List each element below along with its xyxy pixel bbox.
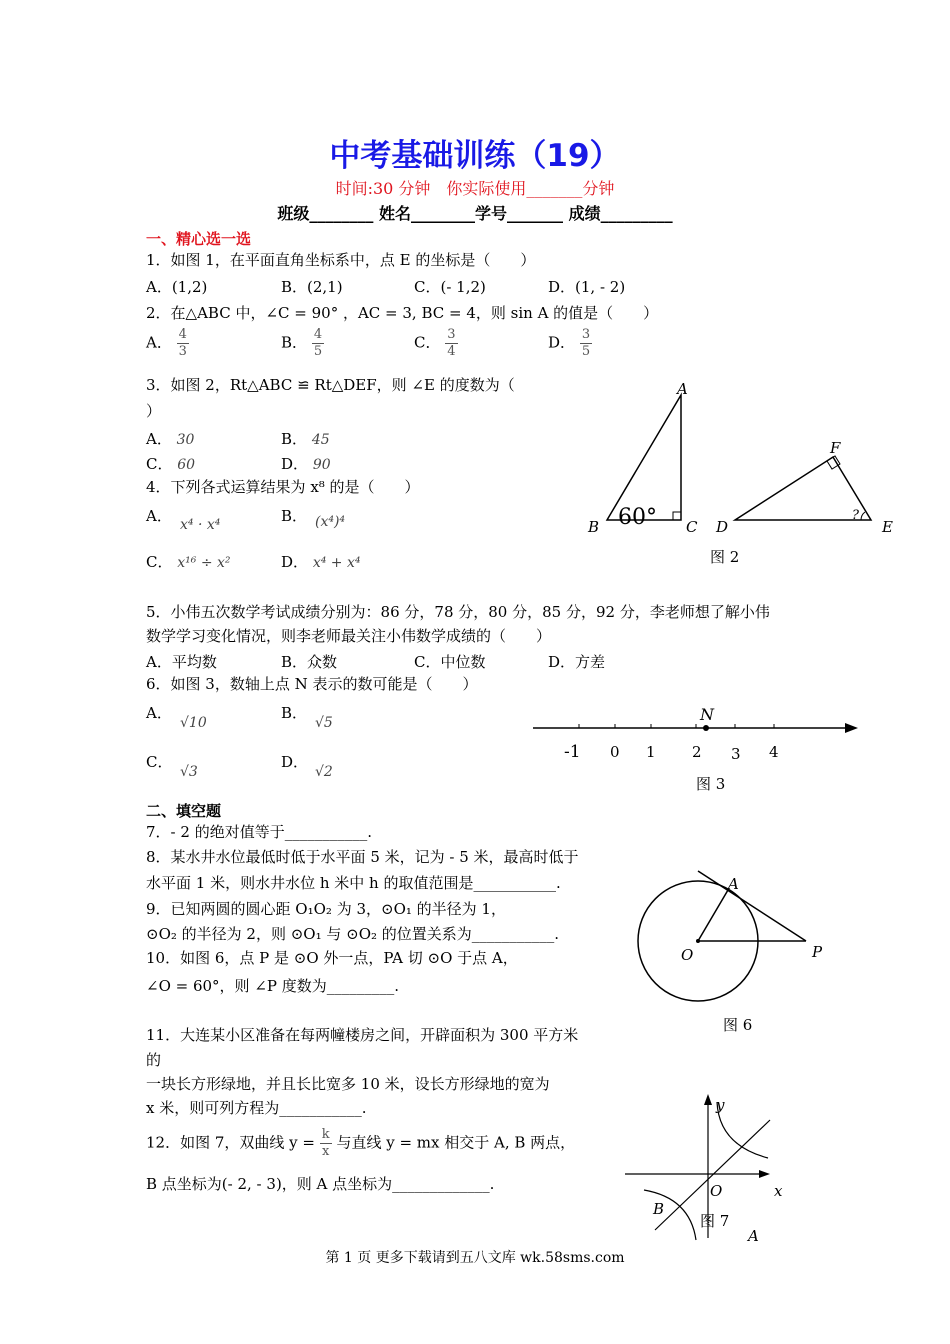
q4-option-c [146, 551, 231, 572]
q6-b-val: √5 [315, 715, 333, 731]
q4-a-label: A． [146, 507, 172, 525]
figure-7-caption: 图 7 [700, 1212, 730, 1230]
q3-option-b [281, 428, 330, 449]
q6-c-label: C． [146, 753, 173, 771]
q4-text: 4．下列各式运算结果为 x⁸ 的是（ ） [146, 478, 420, 496]
radius-oa [698, 890, 728, 941]
q6-b-label: B． [281, 704, 308, 722]
q3-d-val: 90 [312, 457, 331, 473]
label-y: y [716, 1096, 725, 1114]
q3-line1: 3．如图 2，Rt△ABC ≌ Rt△DEF，则 ∠E 的度数为（ [146, 376, 515, 394]
label-x: x [774, 1182, 783, 1200]
label-d: D [716, 518, 729, 536]
student-info-line: 班级________ 姓名________学号_______ 成绩_________ [277, 204, 673, 223]
q6-option-a [146, 702, 172, 723]
q2-a-label: A． [146, 333, 172, 352]
q11-line4: x 米，则可列方程为___________. [146, 1099, 367, 1117]
q5-option-b: B．众数 [281, 653, 338, 671]
label-f: F [830, 439, 841, 457]
q2-d-num: 3 [581, 327, 591, 342]
q10-line2: ∠O = 60°，则 ∠P 度数为_________. [146, 977, 400, 995]
unknown-angle-label: ? [852, 508, 859, 523]
q12-line1-a: 12．如图 7，双曲线 y = [146, 1133, 315, 1152]
q11-line1: 11．大连某小区准备在每两幢楼房之间，开辟面积为 300 平方米 [146, 1026, 579, 1044]
q1-option-a: A．(1,2) [146, 278, 208, 296]
q12-num: k [321, 1127, 330, 1142]
q1-option-b: B．(2,1) [281, 278, 343, 296]
figure-2-caption: 图 2 [710, 548, 740, 566]
q1-option-d: D．(1, - 2) [548, 278, 626, 296]
tick-label-4: 4 [769, 743, 779, 761]
label-o: O [681, 946, 694, 964]
q6-text: 6．如图 3，数轴上点 N 表示的数可能是（ ） [146, 675, 478, 693]
q1-text: 1．如图 1，在平面直角坐标系中，点 E 的坐标是（ ） [146, 251, 536, 269]
y-axis-arrow-icon [704, 1094, 712, 1105]
label-n: N [700, 705, 714, 724]
q4-option-d [281, 551, 360, 572]
q5-line2: 数学学习变化情况，则李老师最关注小伟数学成绩的（ ） [146, 627, 552, 645]
q3-a-label: A． [146, 430, 172, 448]
q2-option-a [146, 327, 189, 360]
q2-d-den: 5 [581, 344, 591, 359]
q4-c-label: C． [146, 553, 173, 571]
angle-e-arc [861, 512, 865, 520]
q4-option-a [146, 505, 172, 526]
tick-label-2: 2 [692, 743, 702, 761]
q3-b-label: B． [281, 430, 308, 448]
q9-line1: 9．已知两圆的圆心距 O₁O₂ 为 3，⊙O₁ 的半径为 1， [146, 900, 506, 918]
center-o-dot [696, 939, 700, 943]
q2-c-num: 3 [447, 327, 456, 342]
section1-heading: 一、精心选一选 [146, 230, 252, 248]
number-line-arrow-icon [845, 723, 858, 733]
point-n [703, 725, 709, 731]
label-b: B [588, 518, 600, 536]
q11-line3: 一块长方形绿地，并且长比宽多 10 米，设长方形绿地的宽为 [146, 1075, 550, 1093]
q9-line2: ⊙O₂ 的半径为 2，则 ⊙O₁ 与 ⊙O₂ 的位置关系为___________. [146, 925, 560, 943]
q6-a-label: A． [146, 704, 172, 722]
q2-d-label: D． [548, 333, 576, 352]
q2-c-fraction [445, 327, 457, 360]
label-b: B [653, 1200, 665, 1218]
section2-heading: 二、填空题 [146, 802, 222, 820]
q5-option-d: D．方差 [548, 653, 606, 671]
tangent-pa [698, 871, 806, 941]
tick-label-1: 1 [646, 743, 656, 761]
label-c: C [686, 518, 698, 536]
q3-b-val: 45 [311, 432, 330, 448]
q2-c-den: 4 [447, 344, 456, 359]
q6-d-label: D． [281, 753, 309, 771]
q4-option-b [281, 505, 307, 526]
q2-b-num: 4 [313, 327, 323, 342]
q5-line1: 5．小伟五次数学考试成绩分别为：86 分，78 分，80 分，85 分，92 分，李老师想了解小伟 [146, 603, 770, 621]
tick-label-0: 0 [610, 743, 620, 761]
q2-c-label: C． [414, 333, 441, 352]
q11-line2: 的 [146, 1051, 162, 1069]
q12-line2: B 点坐标为(- 2, - 3)，则 A 点坐标为_____________. [146, 1175, 495, 1193]
q12-line1 [146, 1127, 575, 1160]
q4-c-val: x¹⁶ ÷ x² [177, 555, 231, 571]
q3-a-val: 30 [176, 432, 195, 448]
q7-text: 7．- 2 的绝对值等于___________. [146, 823, 372, 841]
x-axis-arrow-icon [759, 1170, 770, 1178]
label-p: P [812, 943, 823, 961]
figure-3-caption: 图 3 [696, 775, 726, 793]
q1-option-c: C．(- 1,2) [414, 278, 486, 296]
q4-a-val: x⁴ · x⁴ [180, 517, 221, 533]
q2-d-fraction [580, 327, 592, 360]
label-o: O [710, 1182, 723, 1200]
q2-option-b [281, 327, 324, 360]
q2-option-d [548, 327, 592, 360]
q3-option-c [146, 453, 195, 474]
q10-line1: 10．如图 6，点 P 是 ⊙O 外一点，PA 切 ⊙O 于点 A， [146, 949, 518, 967]
figure-7 [620, 1090, 800, 1250]
q12-fraction [320, 1127, 332, 1160]
q2-a-fraction [177, 327, 189, 360]
triangle-abc [607, 395, 681, 520]
q2-b-label: B． [281, 333, 308, 352]
q4-d-label: D． [281, 553, 309, 571]
q12-line1-b: 与直线 y = mx 相交于 A, B 两点， [336, 1133, 576, 1152]
q2-a-num: 4 [178, 327, 187, 342]
q3-c-label: C． [146, 455, 173, 473]
q6-option-b [281, 702, 307, 723]
q8-line2: 水平面 1 米，则水井水位 h 米中 h 的取值范围是___________. [146, 874, 561, 892]
page-footer: 第 1 页 更多下载请到五八文库 wk.58sms.com [325, 1250, 625, 1266]
figure-6-caption: 图 6 [723, 1016, 753, 1034]
q12-den: x [322, 1144, 330, 1159]
page-title: 中考基础训练（19） [329, 138, 621, 174]
label-a: A [677, 380, 688, 398]
q4-b-label: B． [281, 507, 308, 525]
q2-b-den: 5 [313, 344, 323, 359]
q5-option-c: C．中位数 [414, 653, 486, 671]
q3-c-val: 60 [177, 457, 196, 473]
q3-d-label: D． [281, 455, 309, 473]
time-line: 时间:30 分钟 你实际使用_______分钟 [335, 179, 615, 198]
q4-b-val: (x⁴)⁴ [315, 514, 346, 530]
q6-d-val: √2 [315, 764, 333, 780]
figure-3 [528, 700, 868, 800]
q6-option-c [146, 751, 172, 772]
q2-b-fraction [312, 327, 324, 360]
q6-c-val: √3 [180, 764, 198, 780]
q3-option-a [146, 428, 194, 449]
label-e: E [882, 518, 893, 536]
q3-option-d [281, 453, 331, 474]
q2-text: 2．在△ABC 中，∠C = 90° ，AC = 3, BC = 4，则 sin A 的值是（ ） [146, 304, 659, 322]
triangle-def [735, 457, 871, 520]
tick-label-3: 3 [731, 745, 741, 763]
q2-a-den: 3 [178, 344, 187, 359]
q6-a-val: √10 [180, 715, 207, 731]
label-a: A [748, 1227, 759, 1245]
q4-d-val: x⁴ + x⁴ [312, 555, 361, 571]
q8-line1: 8．某水井水位最低时低于水平面 5 米，记为 - 5 米，最高时低于 [146, 848, 579, 866]
tick-label-neg1: -1 [564, 742, 581, 762]
figure-2 [580, 378, 900, 573]
q6-option-d [281, 751, 308, 772]
angle-60-label: 60° [618, 505, 657, 530]
figure-6 [628, 868, 828, 1038]
label-a: A [728, 875, 739, 893]
q3-line2: ） [146, 402, 162, 420]
q2-option-c [414, 327, 458, 360]
right-angle-c [673, 512, 681, 520]
q5-option-a: A．平均数 [146, 653, 217, 671]
